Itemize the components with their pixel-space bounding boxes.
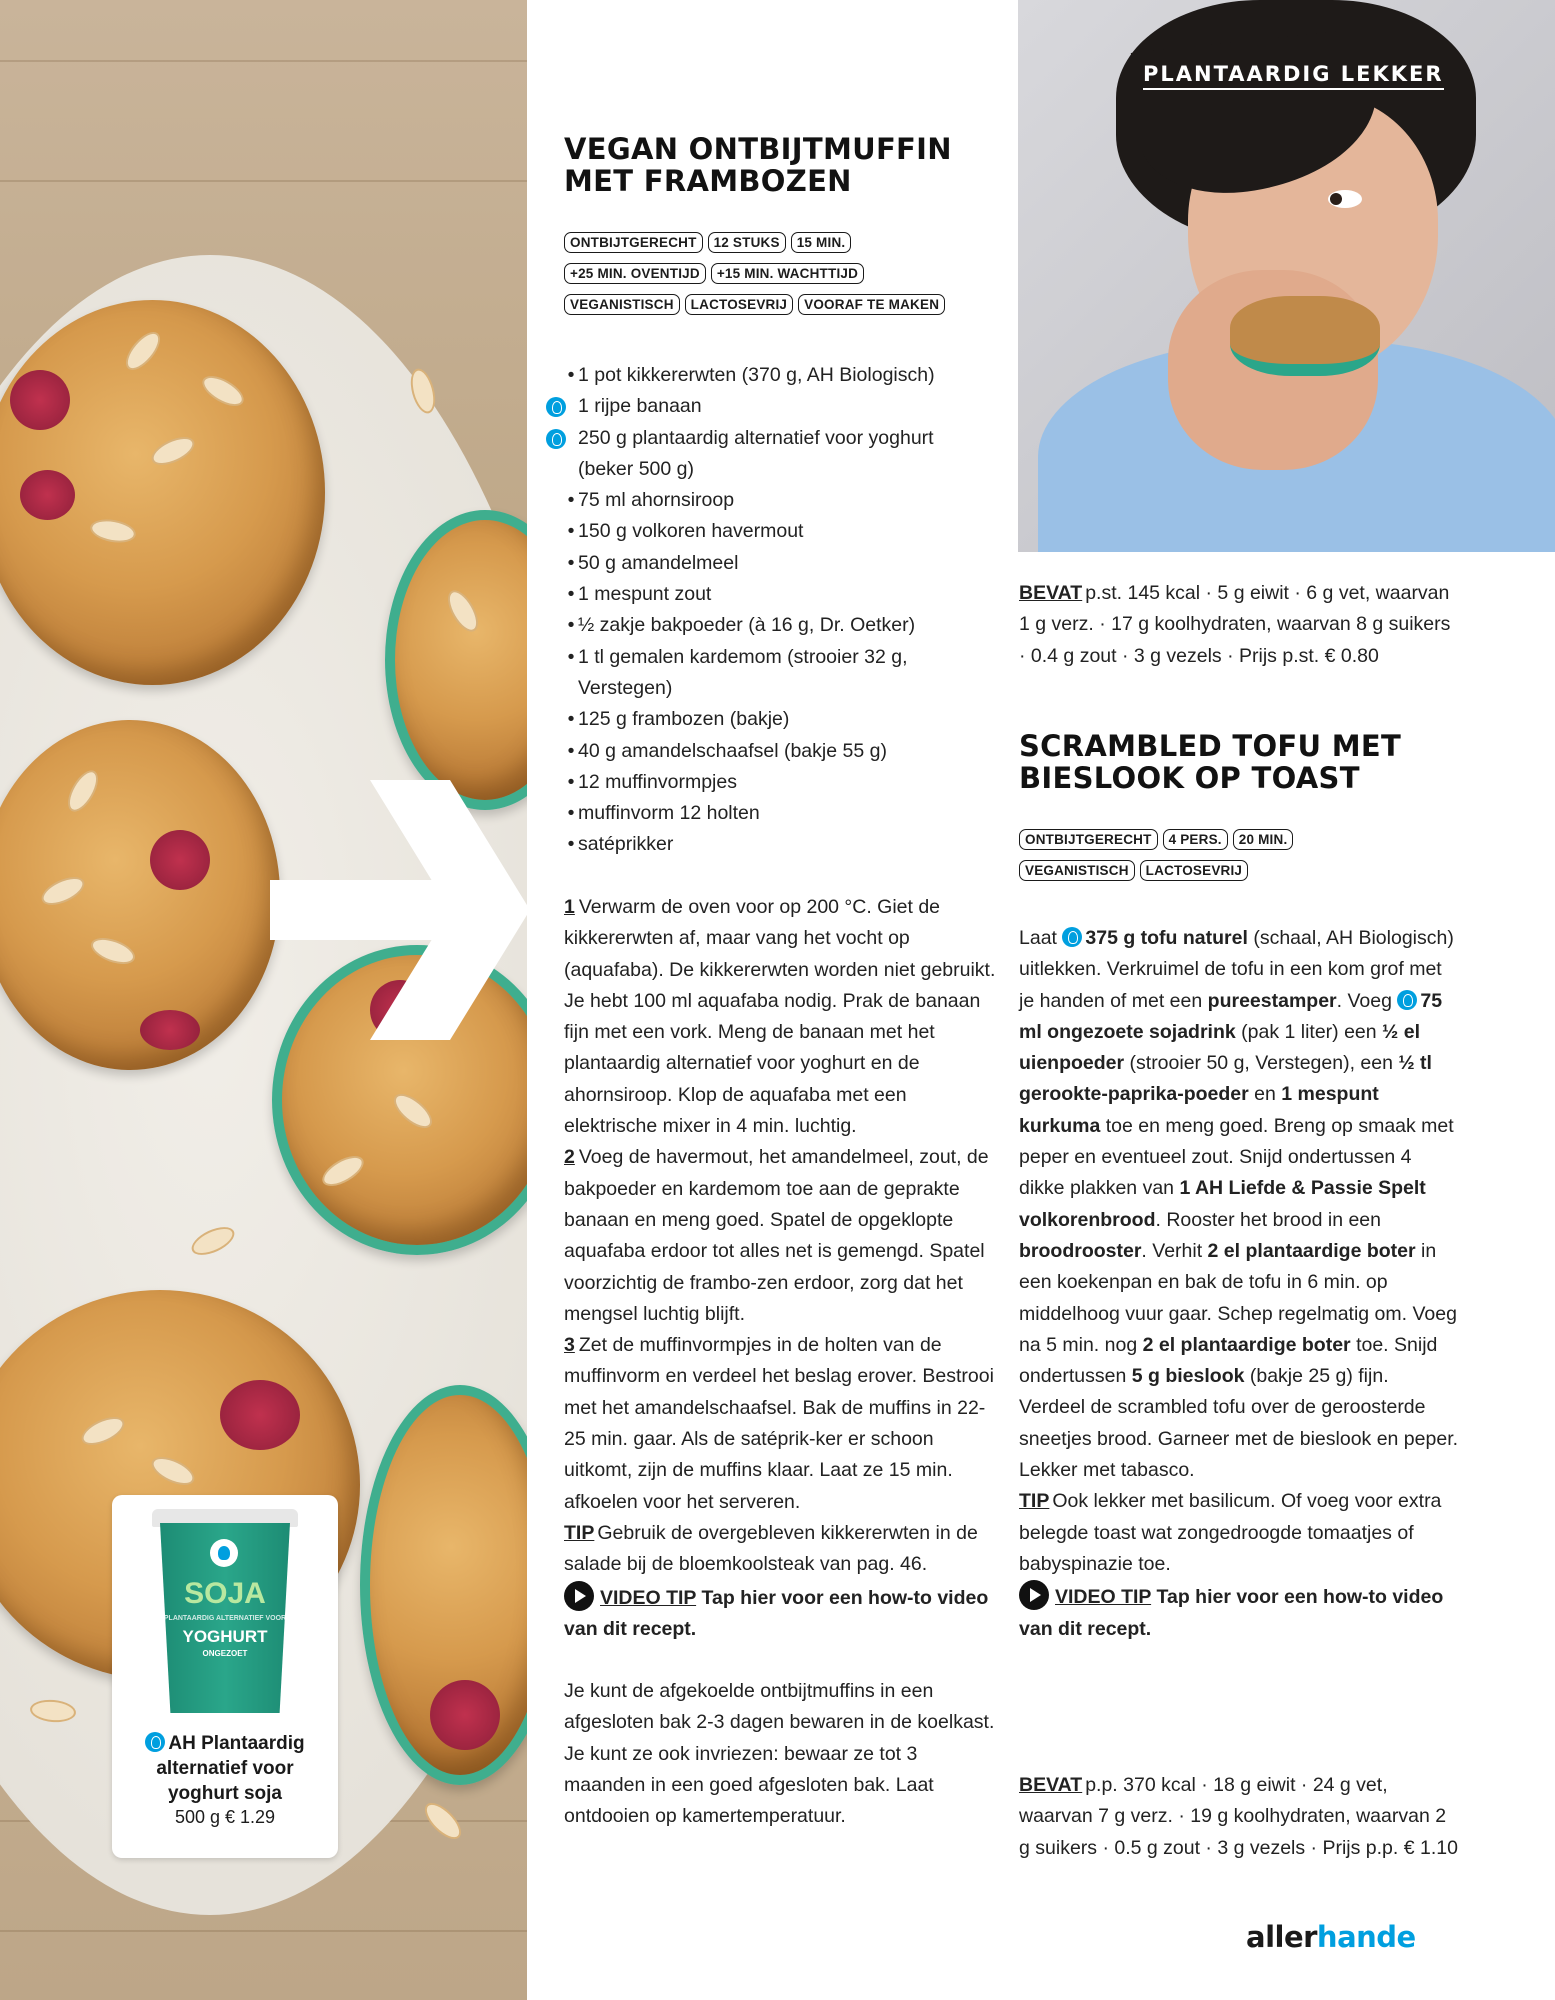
tag: ONTBIJTGERECHT [564,232,703,253]
muffin-photo [0,0,527,2000]
ah-drop-icon [1397,990,1417,1010]
ingredient: • 1 mespunt zout [567,583,712,606]
arrow-graphic [270,780,527,1040]
recipe-tags [1019,829,1459,881]
ingredient: • 40 g amandelschaafsel (bakje 55 g) [567,739,887,762]
storage-note: Je kunt de afgekoelde ontbijtmuffins in een afgesloten bak 2-3 dagen bewaren in de koelkast. Je kunt ze ook invriezen: bewaar ze tot 3 maanden in een goed afgesloten bak. Laat ontdooien op kamertemperatuur. [564,1680,995,1828]
tag: +15 MIN. WACHTTIJD [711,263,864,284]
ingredient: • 125 g frambozen (bakje) [567,708,790,731]
ah-drop-icon [546,397,566,417]
preparation-steps [564,892,1002,1833]
tag: VOORAF TE MAKEN [798,294,945,315]
ah-drop-icon [1062,927,1082,947]
tag: 4 PERS. [1163,829,1228,850]
tip: TIP Ook lekker met basilicum. Of voeg voor extra belegde toast wat zongedroogde tomaatjes of babyspinazie toe. [1019,1490,1442,1575]
ingredient: • muffinvorm 12 holten [567,802,760,825]
ingredient: • satéprikker [567,833,674,856]
tag: 20 MIN. [1233,829,1294,850]
video-tip-link[interactable]: VIDEO TIP Tap hier voor een how-to video van dit recept. [1019,1580,1459,1645]
tag: VEGANISTISCH [1019,860,1135,881]
tag: 15 MIN. [791,232,852,253]
tag: +25 MIN. OVENTIJD [564,263,706,284]
tag: ONTBIJTGERECHT [1019,829,1158,850]
recipe-tags [564,232,1004,315]
ingredient: • 1 pot kikkererwten (370 g, AH Biologisch) [567,364,935,386]
photo-label: PLANTAARDIG LEKKER [1143,62,1444,90]
ah-drop-icon [145,1732,165,1752]
child-eating-muffin-photo [1018,0,1555,552]
ingredient: 250 g plantaardig alternatief voor yoghurt [564,423,1014,454]
ingredient: • 50 g amandelmeel [567,551,739,574]
play-icon[interactable] [1019,1580,1049,1610]
recipe-title: SCRAMBLED TOFU MET BIESLOOK OP TOAST [1019,729,1402,795]
tofu-instructions: Laat 375 g tofu naturel (schaal, AH Biologisch) uitlekken. Verkruimel de tofu in een kom grof met je handen of met een pureestamper. Voeg 75 ml ongezoete sojadrink (pak 1 liter) een ½ el uienpoeder (strooier 50 g, Verstegen), een ½ tl gerookte-paprika-poeder en 1 mespunt kurkuma toe en meng goed. Breng op smaak met peper en eventueel zout. Snijd ondertussen 4 dikke plakken van 1 AH Liefde & Passie Spelt volkorenbrood. Rooster het brood in een broodrooster. Verhit 2 el plantaardige boter in een koekenpan en bak de tofu in 6 min. op middelhoog vuur gaar. Schep regelmatig om. Voeg na 5 min. nog 2 el plantaardige boter toe. Snijd ondertussen 5 g bieslook (bakje 25 g) fijn. Verdeel de scrambled tofu over de geroosterde sneetjes brood. Garneer met de bieslook en peper. Lekker met tabasco. TIP Ook lekker met basilicum. Of voeg voor extra belegde toast wat zongedroogde tomaatjes of babyspinazie toe. VIDEO TIP Tap hier voor een how-to video van dit recept. [1019,923,1459,1645]
ingredient: • ½ zakje bakpoeder (à 16 g, Dr. Oetker) [567,614,916,637]
video-tip-link[interactable]: VIDEO TIP Tap hier voor een how-to video van dit recept. [564,1581,1002,1646]
step-1: 1 Verwarm de oven voor op 200 °C. Giet de kikkererwten af, maar vang het vocht op (aquafaba). De kikkererwten worden niet gebruikt. Je hebt 100 ml aquafaba nodig. Prak de banaan fijn met een vork. Meng de banaan met het plantaardig alternatief voor yoghurt en de ahornsiroop. Klop de aquafaba met een elektrische mixer in 4 min. luchtig. [564,896,996,1138]
ingredient: • 1 tl gemalen kardemom (strooier 32 g, [567,645,908,668]
recipe-title: VEGAN ONTBIJTMUFFIN MET FRAMBOZEN [564,132,952,198]
step-2: 2 Voeg de havermout, het amandelmeel, zout, de bakpoeder en kardemom toe aan de geprakte banaan en meng goed. Spatel de opgeklopte aquafaba erdoor tot alles net is gemengd. Spatel voorzichtig de frambo-zen erdoor, zorg dat het mengsel luchtig blijft. [564,1146,989,1325]
tag: LACTOSEVRIJ [685,294,793,315]
recipe-muffin [527,0,1018,2000]
play-icon[interactable] [564,1581,594,1611]
nutrition-muffin: BEVAT p.st. 145 kcal · 5 g eiwit · 6 g vet, waarvan 1 g verz. · 17 g koolhydraten, waarvan 8 g suikers · 0.4 g zout · 3 g vezels · Prijs p.st. € 0.80 [1019,582,1451,667]
ah-drop-icon [546,429,566,449]
tip: TIP Gebruik de overgebleven kikkererwten in de salade bij de bloemkoolsteak van pag. 46. [564,1521,978,1576]
ingredient: (beker 500 g) [578,457,694,480]
ingredient: • 75 ml ahornsiroop [567,489,735,512]
ingredient: • 150 g volkoren havermout [567,520,804,543]
tag: VEGANISTISCH [564,294,680,315]
ingredient: • 12 muffinvormpjes [567,770,737,793]
recipe-tofu [1018,0,1555,2000]
product-name: AH Plantaardig alternatief voor yoghurt soja [112,1731,338,1806]
product-price: 500 g € 1.29 [174,1807,276,1827]
allerhande-logo[interactable]: allerhande [1246,1920,1416,1954]
yoghurt-cup-image: SOJA PLANTAARDIG ALTERNATIEF VOOR YOGHURT ONGEZOET [152,1509,298,1715]
product-card[interactable] [112,1495,338,1858]
ah-logo-icon [210,1539,238,1567]
tag: LACTOSEVRIJ [1140,860,1248,881]
nutrition-tofu: BEVAT p.p. 370 kcal · 18 g eiwit · 24 g vet, waarvan 7 g verz. · 19 g koolhydraten, waarvan 2 g suikers · 0.5 g zout · 3 g vezels · Prijs p.p. € 1.10 [1019,1774,1458,1859]
ingredient: 1 rijpe banaan [564,391,1014,422]
cup-brand: SOJA [184,1577,266,1610]
tag: 12 STUKS [708,232,786,253]
step-3: 3 Zet de muffinvormpjes in de holten van de muffinvorm en verdeel het beslag erover. Bestrooi met het amandelschaafsel. Bak de muffins in 22-25 min. gaar. Als de satéprik-ker er schoon uitkomt, zijn de muffins klaar. Laat ze 15 min. afkoelen voor het serveren. [564,1334,994,1513]
ingredient: Verstegen) [578,676,673,699]
ingredient-list [564,360,1014,861]
